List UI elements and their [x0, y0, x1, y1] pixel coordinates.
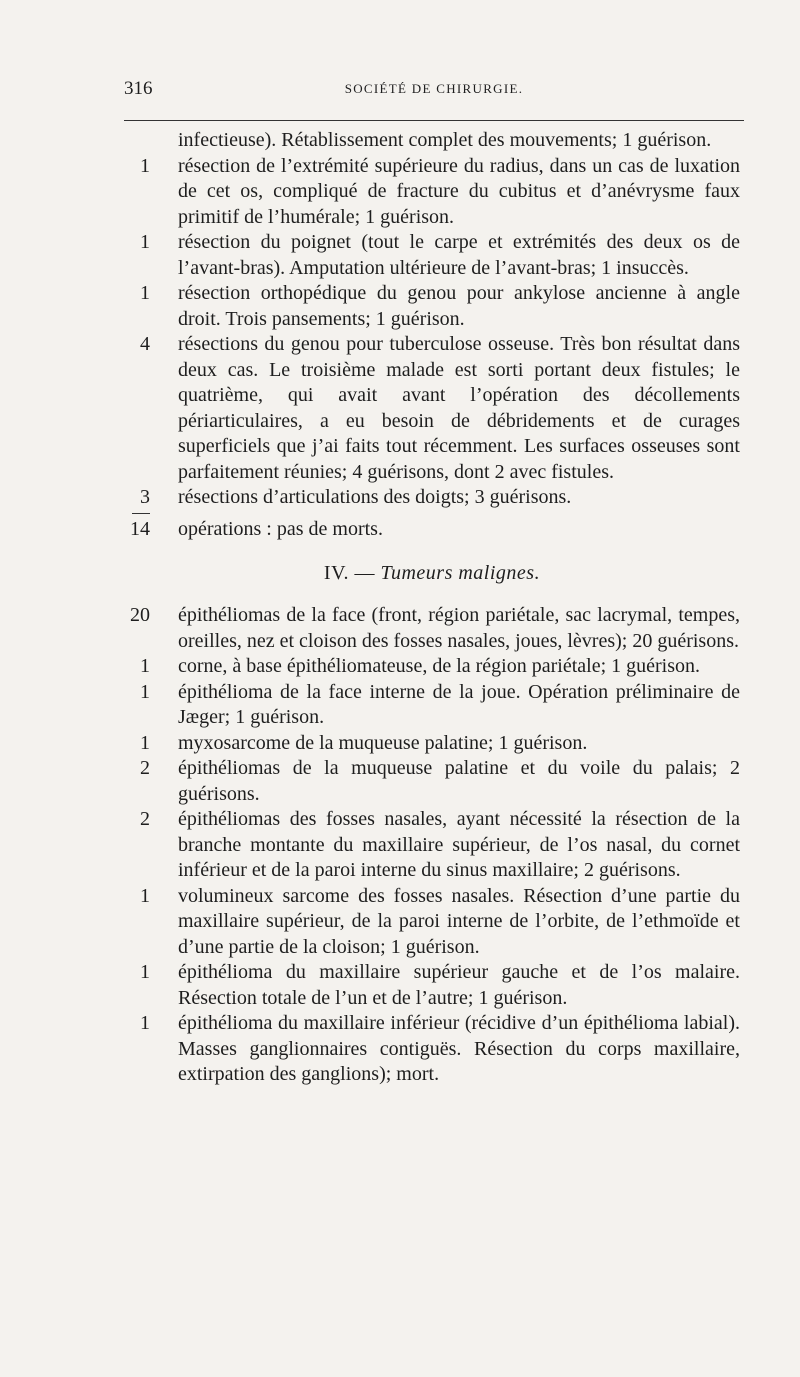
- section-heading: [124, 562, 740, 585]
- item-text: corne, à base épithéliomateuse, de la région pariétale; 1 guérison.: [178, 655, 701, 677]
- page-header: [124, 78, 744, 104]
- list-item: [124, 807, 740, 884]
- list-item: [124, 154, 740, 231]
- case-list-bottom: [124, 603, 740, 1088]
- header-rule: [124, 120, 744, 121]
- page-body: [124, 128, 740, 1088]
- case-list-top: [124, 154, 740, 511]
- page-number: 316: [124, 78, 153, 99]
- item-count: 1: [140, 282, 150, 304]
- item-text: épithéliomas des fosses nasales, ayant nécessité la résection de la branche montante du maxillaire supérieur, de l’os nasal, du cornet inférieur et de la paroi interne du sinus maxillaire; 2 guérisons.: [178, 808, 740, 881]
- list-item: [124, 485, 740, 511]
- item-count: 4: [140, 333, 150, 355]
- item-count: 2: [140, 808, 150, 830]
- item-text: épithélioma du maxillaire inférieur (récidive d’un épithélioma labial). Masses ganglionnaires contiguës. Résection du corps maxillaire, extirpation des ganglions); mort.: [178, 1012, 740, 1085]
- list-item: [124, 654, 740, 680]
- item-text: épithélioma de la face interne de la joue. Opération préliminaire de Jæger; 1 guérison.: [178, 680, 740, 728]
- list-item: [124, 1011, 740, 1088]
- item-text: résection orthopédique du genou pour ankylose ancienne à angle droit. Trois pansements; 1 guérison.: [178, 282, 740, 330]
- total-rule: [132, 513, 150, 514]
- item-count: 1: [140, 154, 150, 177]
- item-text: myxosarcome de la muqueuse palatine; 1 guérison.: [178, 731, 588, 754]
- total-count: 14: [130, 517, 150, 540]
- item-text: épithéliomas de la muqueuse palatine et du voile du palais; 2 guérisons.: [178, 757, 740, 805]
- item-text: résections d’articulations des doigts; 3 guérisons.: [178, 486, 572, 508]
- list-item: [124, 680, 740, 731]
- total-text: opérations : pas de morts.: [178, 517, 383, 540]
- list-item: [124, 731, 740, 757]
- list-item: [124, 281, 740, 332]
- item-count: 3: [140, 486, 150, 508]
- item-count: 1: [140, 961, 150, 983]
- item-text: résection du poignet (tout le carpe et extrémités des deux os de l’avant-bras). Amputation ultérieure de l’avant-bras; 1 insuccès.: [178, 231, 740, 279]
- item-count: 1: [140, 655, 150, 677]
- item-text: épithélioma du maxillaire supérieur gauche et de l’os malaire. Résection totale de l’un et de l’autre; 1 guérison.: [178, 961, 740, 1009]
- item-count: 1: [140, 731, 150, 754]
- item-count: 2: [140, 757, 150, 779]
- item-text: volumineux sarcome des fosses nasales. Résection d’une partie du maxillaire supérieur, de la paroi interne de l’orbite, de l’ethmoïde et d’une partie de la cloison; 1 guérison.: [178, 884, 740, 958]
- total-block: [124, 517, 740, 543]
- list-item: [124, 603, 740, 654]
- running-title: SOCIÉTÉ DE CHIRURGIE.: [344, 81, 524, 96]
- item-text: épithéliomas de la face (front, région pariétale, sac lacrymal, tempes, oreilles, nez et cloison des fosses nasales, joues, lèvres); 20 guérisons.: [178, 604, 740, 652]
- list-item: [124, 332, 740, 485]
- item-count: 20: [130, 604, 150, 626]
- list-item: [124, 756, 740, 807]
- item-count: 1: [140, 884, 150, 907]
- item-text: résections du genou pour tuberculose osseuse. Très bon résultat dans deux cas. Le troisième malade est sorti portant deux fistules; le quatrième, qui avait avant l’opération des décollements périarticulaires, a eu besoin de débridements et de curages superficiels que j’ai faits tout récemment. Les surfaces osseuses sont parfaitement réunies; 4 guérisons, dont 2 avec fistules.: [178, 333, 740, 483]
- item-text: résection de l’extrémité supérieure du radius, dans un cas de luxation de cet os, compliqué de fracture du cubitus et d’anévrysme faux primitif de l’humérale; 1 guérison.: [178, 154, 740, 228]
- section-title: Tumeurs malignes.: [380, 562, 541, 584]
- list-item: [124, 230, 740, 281]
- continuation-text: infectieuse). Rétablissement complet des mouvements; 1 guérison.: [178, 129, 712, 151]
- item-count: 1: [140, 231, 150, 253]
- section-numeral: IV. —: [323, 562, 375, 584]
- total-line: [124, 517, 740, 543]
- list-item: [124, 960, 740, 1011]
- item-count: 1: [140, 1012, 150, 1034]
- list-item: [124, 884, 740, 961]
- item-count: 1: [140, 680, 150, 703]
- continuation-paragraph: [124, 128, 740, 154]
